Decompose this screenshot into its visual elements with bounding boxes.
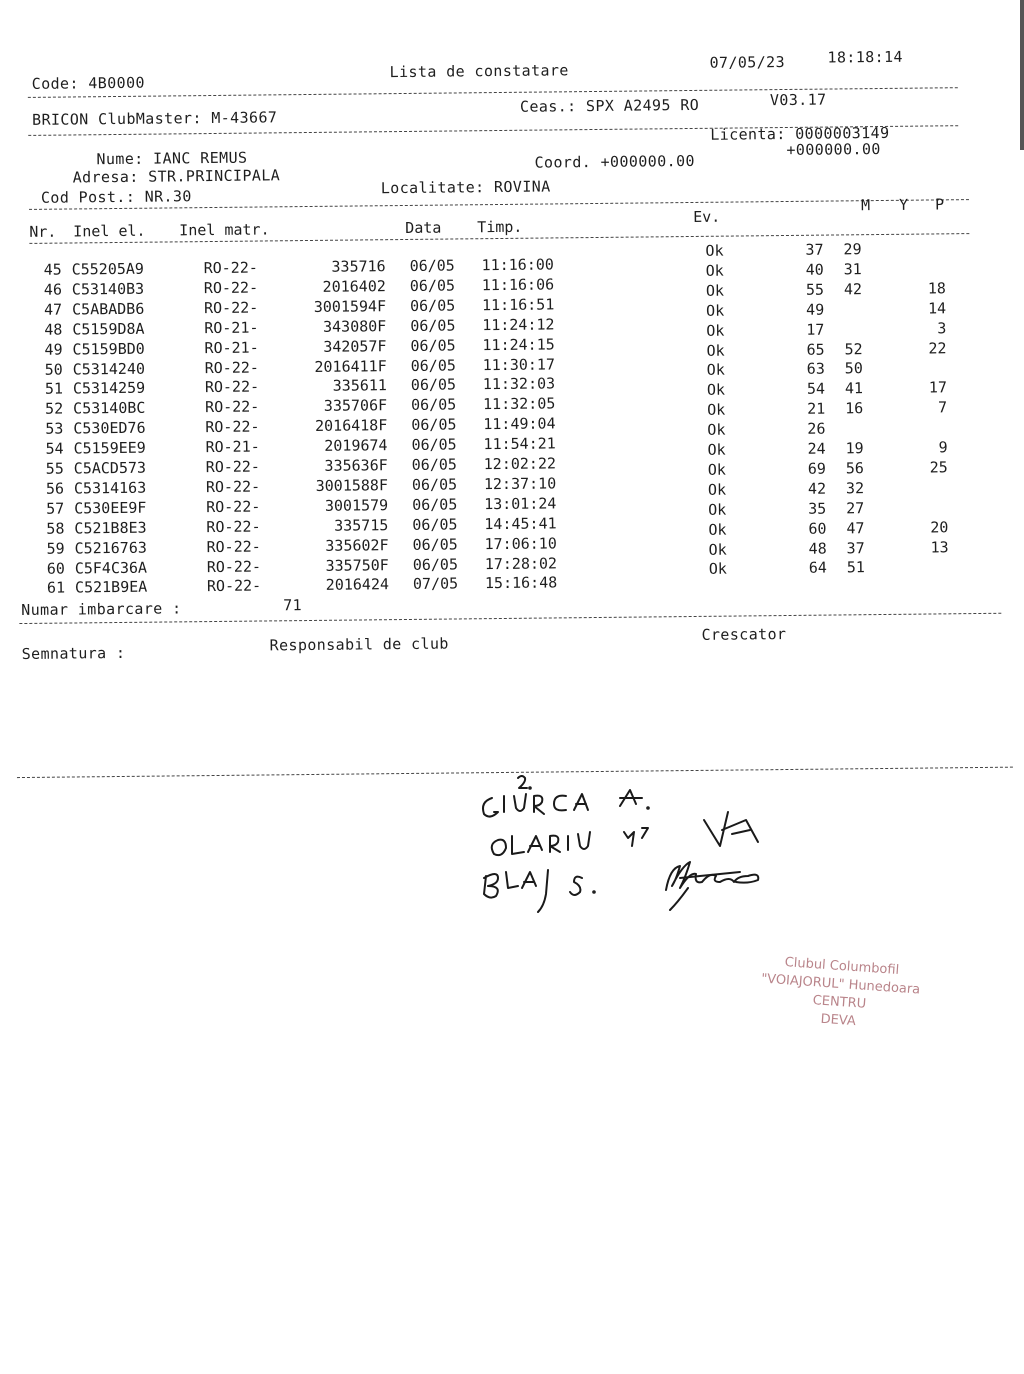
arrival-date: 06/05 xyxy=(410,296,455,314)
row-number: 47 xyxy=(44,300,62,318)
code-label: Code: 4B0000 xyxy=(32,74,145,93)
electronic-ring: C5314259 xyxy=(73,379,145,398)
electronic-ring: C530EE9F xyxy=(74,499,146,518)
arrival-date: 06/05 xyxy=(410,276,455,294)
value-y: 51 xyxy=(847,559,865,577)
value-m: 42 xyxy=(808,479,826,497)
ring-number: 3001588F xyxy=(302,476,388,495)
value-y: 27 xyxy=(846,499,864,517)
event-status: Ok xyxy=(705,242,723,260)
ring-prefix: RO-22- xyxy=(206,537,260,556)
ring-prefix: RO-22- xyxy=(206,497,260,516)
value-m: 55 xyxy=(806,280,824,298)
arrival-date: 06/05 xyxy=(410,256,455,274)
electronic-ring: C53140B3 xyxy=(72,280,144,299)
electronic-ring: C5ACD573 xyxy=(74,459,146,478)
handwritten-signatures xyxy=(470,770,870,930)
row-number: 55 xyxy=(46,460,64,478)
ring-number: 2016402 xyxy=(300,277,386,296)
boarding-count-value: 71 xyxy=(283,596,302,614)
value-p: 7 xyxy=(917,399,947,417)
clubmaster-id: BRICON ClubMaster: M-43667 xyxy=(32,108,277,129)
ring-prefix: RO-22- xyxy=(205,398,259,417)
row-number: 56 xyxy=(46,479,64,497)
electronic-ring: C5F4C36A xyxy=(75,558,147,577)
boarding-count-label: Numar imbarcare : xyxy=(21,599,182,619)
licence-number: Licenta: 0000003149 xyxy=(710,124,889,144)
value-y: 56 xyxy=(846,459,864,477)
ring-number: 335715 xyxy=(302,516,388,535)
col-data: Data xyxy=(405,219,441,237)
ring-number: 342057F xyxy=(300,337,386,356)
event-status: Ok xyxy=(708,500,726,518)
ring-prefix: RO-22- xyxy=(206,477,260,496)
coordinates-second: +000000.00 xyxy=(786,140,880,159)
locality: Localitate: ROVINA xyxy=(381,177,551,197)
value-y: 16 xyxy=(845,399,863,417)
value-m: 65 xyxy=(806,340,824,358)
value-y: 52 xyxy=(844,340,862,358)
breeder-label: Crescator xyxy=(701,625,786,644)
event-status: Ok xyxy=(706,321,724,339)
arrival-time: 14:45:41 xyxy=(484,514,556,533)
event-status: Ok xyxy=(707,441,725,459)
ring-number: 2016418F xyxy=(301,416,387,435)
arrival-time: 13:01:24 xyxy=(484,494,556,513)
owner-address: Adresa: STR.PRINCIPALA xyxy=(73,166,281,186)
value-y: 50 xyxy=(845,360,863,378)
ring-prefix: RO-22- xyxy=(205,418,259,437)
value-m: 60 xyxy=(808,519,826,537)
value-y: 37 xyxy=(847,539,865,557)
ring-number: 335611 xyxy=(301,377,387,396)
arrival-date: 06/05 xyxy=(413,555,458,573)
arrival-date: 06/05 xyxy=(412,455,457,473)
col-nr: Nr. xyxy=(29,223,56,241)
ring-number: 2019674 xyxy=(301,436,387,455)
arrival-date: 06/05 xyxy=(412,515,457,533)
value-m: 37 xyxy=(805,241,823,259)
electronic-ring: C5159BD0 xyxy=(72,339,144,358)
row-number: 57 xyxy=(46,499,64,517)
event-status: Ok xyxy=(708,520,726,538)
electronic-ring: C53140BC xyxy=(73,399,145,418)
ring-prefix: RO-21- xyxy=(204,318,258,337)
ring-number: 2016424 xyxy=(303,576,389,595)
value-p: 20 xyxy=(918,518,948,536)
value-y: 29 xyxy=(843,240,861,258)
col-inel-matr: Inel matr. xyxy=(179,220,269,239)
value-m: 69 xyxy=(808,459,826,477)
value-m: 21 xyxy=(807,400,825,418)
firmware-version: V03.17 xyxy=(770,91,827,110)
row-number: 52 xyxy=(45,400,63,418)
col-inel-el: Inel el. xyxy=(73,222,145,241)
col-y: Y xyxy=(899,196,908,214)
col-ev: Ev. xyxy=(693,208,720,226)
arrival-date: 06/05 xyxy=(412,475,457,493)
arrival-time: 11:16:06 xyxy=(482,275,554,294)
ring-prefix: RO-21- xyxy=(205,438,259,457)
row-number: 58 xyxy=(46,519,64,537)
stamp-line: DEVA xyxy=(718,1004,959,1039)
ring-prefix: RO-22- xyxy=(204,298,258,317)
row-number: 59 xyxy=(46,539,64,557)
ring-prefix: RO-22- xyxy=(205,358,259,377)
electronic-ring: C5ABADB6 xyxy=(72,300,144,319)
value-m: 24 xyxy=(807,440,825,458)
ring-prefix: RO-22- xyxy=(206,458,260,477)
value-m: 26 xyxy=(807,420,825,438)
value-y: 42 xyxy=(844,280,862,298)
event-status: Ok xyxy=(707,381,725,399)
value-p: 3 xyxy=(916,319,946,337)
value-y: 32 xyxy=(846,479,864,497)
event-status: Ok xyxy=(708,461,726,479)
arrival-time: 15:16:48 xyxy=(485,574,557,593)
electronic-ring: C521B8E3 xyxy=(74,518,146,537)
electronic-ring: C5159D8A xyxy=(72,319,144,338)
value-p: 17 xyxy=(917,379,947,397)
row-number: 45 xyxy=(44,261,62,279)
event-status: Ok xyxy=(706,281,724,299)
clock-id: Ceas.: SPX A2495 RO xyxy=(520,96,699,116)
electronic-ring: C521B9EA xyxy=(75,578,147,597)
ring-prefix: RO-21- xyxy=(204,338,258,357)
row-number: 53 xyxy=(45,420,63,438)
arrival-time: 11:32:03 xyxy=(483,375,555,394)
electronic-ring: C5314163 xyxy=(74,479,146,498)
document-title: Lista de constatare xyxy=(390,61,569,81)
ring-prefix: RO-22- xyxy=(207,577,261,596)
result-table xyxy=(0,0,1021,5)
arrival-time: 12:37:10 xyxy=(484,474,556,493)
arrival-date: 06/05 xyxy=(411,396,456,414)
row-number: 49 xyxy=(44,340,62,358)
stamp-line: Clubul Columbofil xyxy=(722,950,963,985)
value-m: 17 xyxy=(806,320,824,338)
value-m: 48 xyxy=(809,539,827,557)
row-number: 51 xyxy=(45,380,63,398)
value-m: 63 xyxy=(807,360,825,378)
table-header xyxy=(29,223,65,243)
arrival-date: 06/05 xyxy=(410,316,455,334)
arrival-time: 11:54:21 xyxy=(483,435,555,454)
owner-name: Nume: IANC REMUS xyxy=(96,149,247,169)
ring-prefix: RO-22- xyxy=(204,259,258,278)
coordinates: Coord. +000000.00 xyxy=(534,152,695,172)
value-p: 18 xyxy=(916,279,946,297)
ring-number: 335750F xyxy=(303,556,389,575)
value-y: 41 xyxy=(845,380,863,398)
arrival-time: 11:32:05 xyxy=(483,395,555,414)
ring-number: 335602F xyxy=(302,536,388,555)
row-number: 46 xyxy=(44,280,62,298)
arrival-date: 06/05 xyxy=(412,535,457,553)
event-status: Ok xyxy=(708,480,726,498)
ring-number: 335716 xyxy=(300,257,386,276)
postal-code: Cod Post.: NR.30 xyxy=(41,187,192,207)
row-number: 61 xyxy=(47,579,65,597)
value-m: 35 xyxy=(808,499,826,517)
club-responsible-label: Responsabil de club xyxy=(270,635,449,655)
arrival-time: 11:16:51 xyxy=(482,295,554,314)
print-date: 07/05/23 xyxy=(709,53,785,72)
event-status: Ok xyxy=(709,560,727,578)
arrival-date: 06/05 xyxy=(410,336,455,354)
print-time: 18:18:14 xyxy=(827,48,903,67)
arrival-time: 11:24:15 xyxy=(482,335,554,354)
arrival-date: 06/05 xyxy=(411,436,456,454)
arrival-time: 11:49:04 xyxy=(483,415,555,434)
value-p: 13 xyxy=(919,538,949,556)
ring-prefix: RO-22- xyxy=(207,557,261,576)
row-number: 50 xyxy=(45,360,63,378)
ring-number: 343080F xyxy=(300,317,386,336)
ring-number: 335706F xyxy=(301,396,387,415)
arrival-date: 06/05 xyxy=(412,495,457,513)
arrival-time: 11:24:12 xyxy=(482,315,554,334)
ring-prefix: RO-22- xyxy=(204,278,258,297)
value-p: 22 xyxy=(916,339,946,357)
arrival-date: 06/05 xyxy=(411,356,456,374)
value-m: 40 xyxy=(806,260,824,278)
row-number: 60 xyxy=(47,559,65,577)
signature-label: Semnatura : xyxy=(22,644,126,663)
arrival-time: 12:02:22 xyxy=(484,454,556,473)
arrival-time: 17:06:10 xyxy=(484,534,556,553)
electronic-ring: C5216763 xyxy=(74,538,146,557)
col-m: M xyxy=(861,196,870,214)
value-m: 64 xyxy=(809,559,827,577)
arrival-date: 06/05 xyxy=(411,416,456,434)
value-p: 25 xyxy=(918,458,948,476)
col-p: P xyxy=(935,195,944,213)
electronic-ring: C530ED76 xyxy=(73,419,145,438)
electronic-ring: C5159EE9 xyxy=(73,439,145,458)
value-y: 19 xyxy=(845,439,863,457)
arrival-time: 17:28:02 xyxy=(485,554,557,573)
event-status: Ok xyxy=(709,540,727,558)
stamp-line: CENTRU xyxy=(719,986,960,1021)
electronic-ring: C5314240 xyxy=(73,359,145,378)
col-timp: Timp. xyxy=(477,218,522,236)
value-y: 31 xyxy=(844,260,862,278)
value-p: 9 xyxy=(917,438,947,456)
event-status: Ok xyxy=(706,301,724,319)
ring-prefix: RO-22- xyxy=(206,517,260,536)
page-edge xyxy=(1020,0,1024,150)
ring-number: 335636F xyxy=(302,456,388,475)
value-p: 14 xyxy=(916,299,946,317)
value-y: 47 xyxy=(846,519,864,537)
ring-number: 2016411F xyxy=(301,357,387,376)
arrival-time: 11:16:00 xyxy=(482,255,554,274)
electronic-ring: C55205A9 xyxy=(72,260,144,279)
stamp-line: "VOIAJORUL" Hunedoara xyxy=(720,968,961,1003)
ring-number: 3001594F xyxy=(300,297,386,316)
event-status: Ok xyxy=(707,361,725,379)
arrival-time: 11:30:17 xyxy=(483,355,555,374)
event-status: Ok xyxy=(706,262,724,280)
ring-prefix: RO-22- xyxy=(205,378,259,397)
ring-number: 3001579 xyxy=(302,496,388,515)
event-status: Ok xyxy=(707,401,725,419)
arrival-date: 06/05 xyxy=(411,376,456,394)
row-number: 48 xyxy=(44,320,62,338)
value-m: 54 xyxy=(807,380,825,398)
arrival-date: 07/05 xyxy=(413,575,458,593)
value-m: 49 xyxy=(806,300,824,318)
event-status: Ok xyxy=(707,421,725,439)
event-status: Ok xyxy=(706,341,724,359)
row-number: 54 xyxy=(45,440,63,458)
